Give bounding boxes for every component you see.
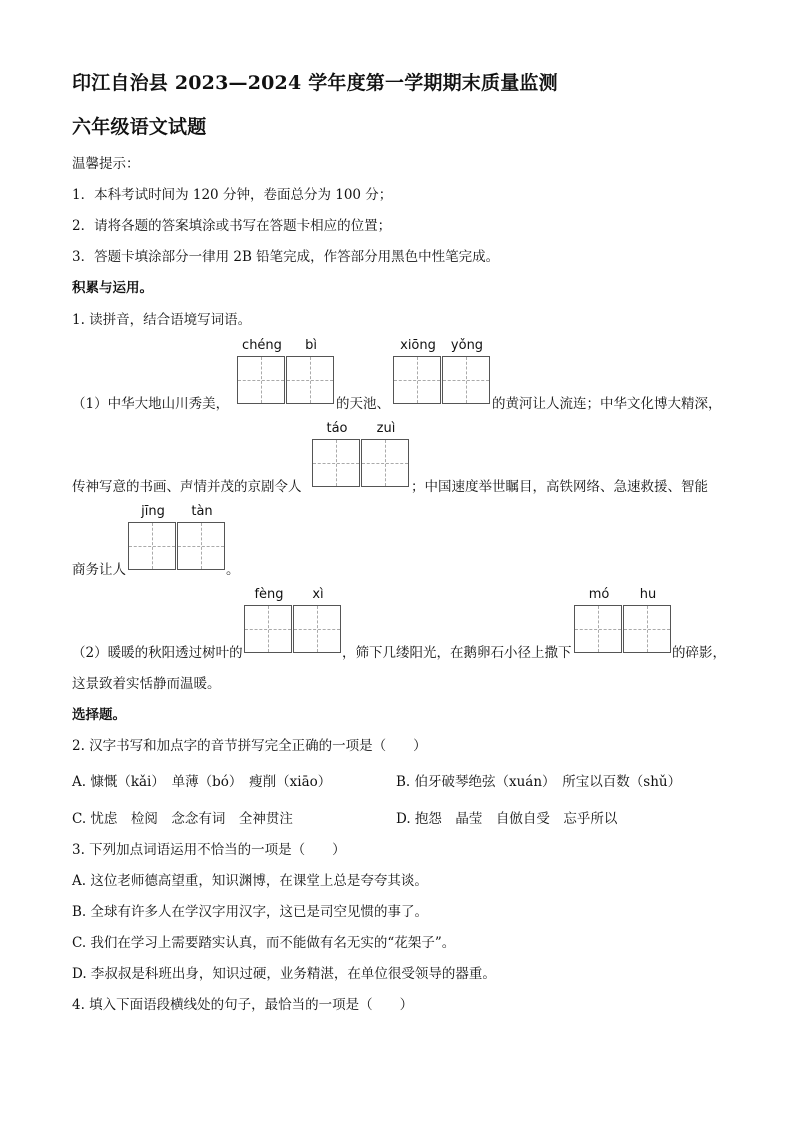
passage-text: 这景致着实恬静而温暖。 [72, 676, 221, 692]
option-a[interactable]: A. 慷慨（kǎi） 单薄（bó） 瘦削（xiāo） [72, 774, 332, 790]
pinyin: hu [639, 587, 657, 602]
pinyin: jīng [141, 504, 165, 519]
answer-grid-cell[interactable] [442, 356, 490, 404]
answer-grid-cell[interactable] [128, 522, 176, 570]
passage-text: ；中国速度举世瞩目，高铁网络、急速救援、智能 [411, 479, 708, 495]
question-1-stem: 1. 读拼音，结合语境写词语。 [72, 312, 252, 328]
option-c[interactable]: C. 忧虑 检阅 念念有词 全神贯注 [72, 811, 293, 827]
pinyin: táo [326, 421, 348, 436]
passage-text: 的碎影， [672, 645, 726, 661]
pinyin: chéng [242, 338, 282, 353]
pinyin: fèng [254, 587, 284, 602]
option-c[interactable]: C. 我们在学习上需要踏实认真，而不能做有名无实的“花架子”。 [72, 935, 456, 951]
answer-grid-cell[interactable] [177, 522, 225, 570]
question-4-stem: 4. 填入下面语段横线处的句子，最恰当的一项是（ ） [72, 997, 414, 1013]
pinyin: yǒng [450, 338, 484, 353]
answer-grid-cell[interactable] [393, 356, 441, 404]
pinyin: bì [305, 338, 317, 353]
tip-item: 2．请将各题的答案填涂或书写在答题卡相应的位置； [72, 218, 392, 234]
option-b[interactable]: B. 全球有许多人在学汉字用汉字，这已是司空见惯的事了。 [72, 904, 429, 920]
passage-text: 。 [226, 562, 240, 578]
tip-item: 1．本科考试时间为 120 分钟，卷面总分为 100 分； [72, 187, 393, 203]
option-a[interactable]: A. 这位老师德高望重，知识渊博，在课堂上总是夸夸其谈。 [72, 873, 428, 889]
section-heading-accumulation: 积累与运用。 [72, 280, 153, 296]
passage-text: 的天池、 [336, 396, 390, 412]
passage-text: 的黄河让人流连；中华文化博大精深， [492, 396, 722, 412]
answer-grid-cell[interactable] [312, 439, 360, 487]
answer-grid-cell[interactable] [623, 605, 671, 653]
section-heading-choice: 选择题。 [72, 707, 126, 723]
question-3-stem: 3. 下列加点词语运用不恰当的一项是（ ） [72, 842, 346, 858]
answer-grid-cell[interactable] [361, 439, 409, 487]
passage-text: 商务让人 [72, 562, 126, 578]
pinyin: xiōng [400, 338, 436, 353]
answer-grid-cell[interactable] [293, 605, 341, 653]
passage-text: 传神写意的书画、声情并茂的京剧令人 [72, 479, 302, 495]
pinyin: tàn [191, 504, 213, 519]
pinyin: mó [588, 587, 610, 602]
option-d[interactable]: D. 李叔叔是科班出身，知识过硬，业务精湛，在单位很受领导的器重。 [72, 966, 496, 982]
passage-text: ，筛下几缕阳光，在鹅卵石小径上撒下 [342, 645, 572, 661]
answer-grid-cell[interactable] [244, 605, 292, 653]
option-d[interactable]: D. 抱怨 晶莹 自倣自受 忘乎所以 [396, 811, 618, 827]
passage-text: （2）暖暖的秋阳透过树叶的 [72, 645, 243, 661]
tips-label: 温馨提示： [72, 156, 140, 172]
exam-title: 印江自治县 2023—2024 学年度第一学期期末质量监测 [72, 72, 558, 94]
exam-subtitle: 六年级语文试题 [72, 116, 207, 138]
question-2-stem: 2. 汉字书写和加点字的音节拼写完全正确的一项是（ ） [72, 738, 427, 754]
passage-text: （1）中华大地山川秀美， [72, 396, 230, 412]
pinyin: xì [312, 587, 324, 602]
option-b[interactable]: B. 伯牙破琴绝弦（xuán） 所宝以百数（shǔ） [396, 774, 682, 790]
tip-item: 3．答题卡填涂部分一律用 2B 铅笔完成，作答部分用黑色中性笔完成。 [72, 249, 500, 265]
pinyin: zuì [376, 421, 396, 436]
answer-grid-cell[interactable] [574, 605, 622, 653]
answer-grid-cell[interactable] [286, 356, 334, 404]
answer-grid-cell[interactable] [237, 356, 285, 404]
